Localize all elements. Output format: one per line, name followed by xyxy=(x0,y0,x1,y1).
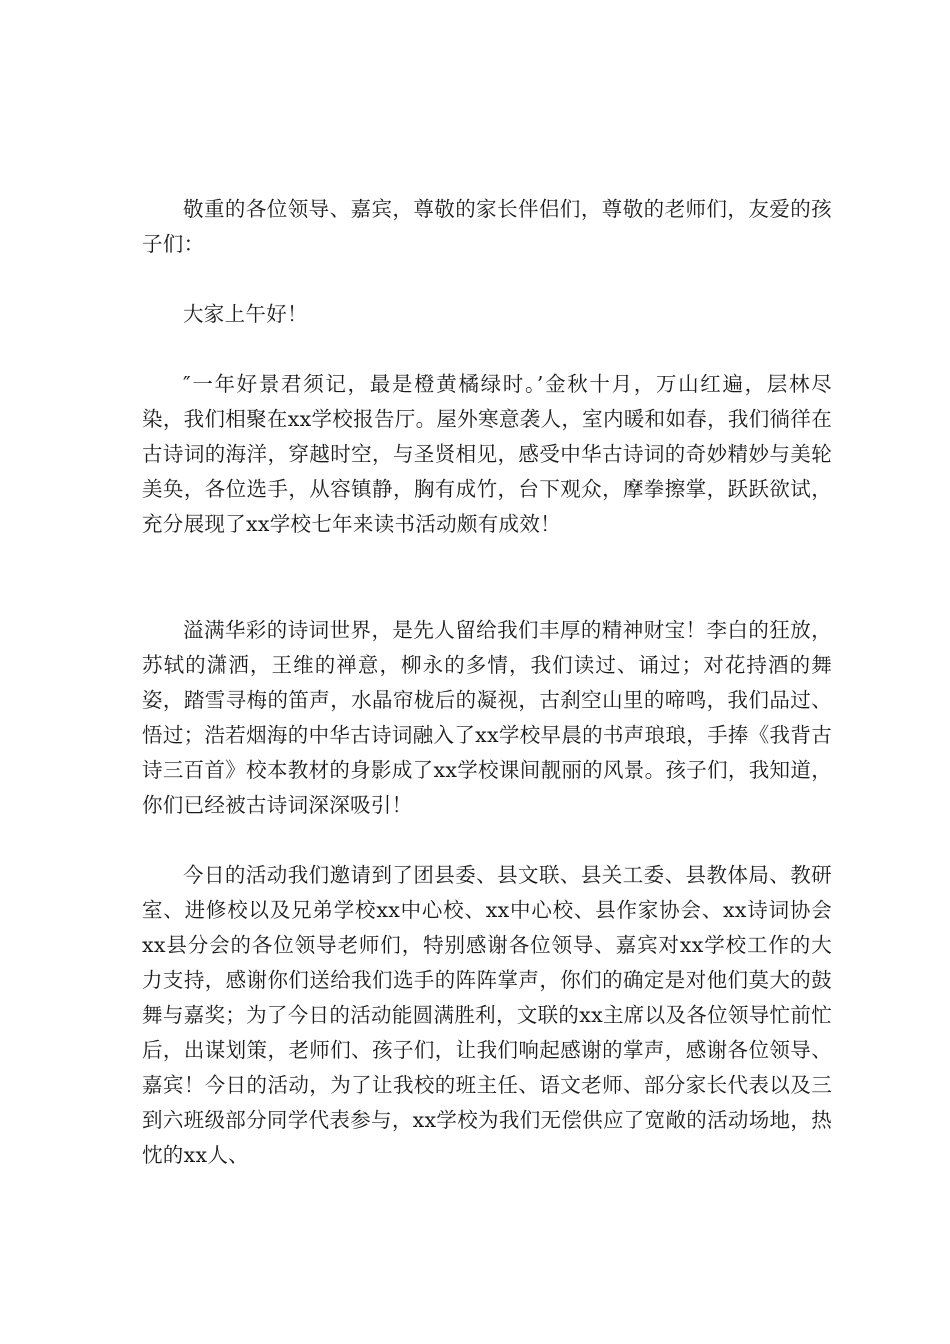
document-body xyxy=(142,192,832,1173)
thanks-paragraph: 今日的活动我们邀请到了团县委、县文联、县关工委、县教体局、教研室、进修校以及兄弟学校xx中心校、xx中心校、县作家协会、xx诗词协会xx县分会的各位领导老师们，特别感谢各位领导、嘉宾对xx学校工作的大力支持，感谢你们送给我们选手的阵阵掌声，你们的确定是对他们莫大的鼓舞与嘉奖；为了今日的活动能圆满胜利，文联的xx主席以及各位领导忙前忙后，出谋划策，老师们、孩子们，让我们响起感谢的掌声，感谢各位领导、嘉宾！今日的活动，为了让我校的班主任、语文老师、部分家长代表以及三到六班级部分同学代表参与，xx学校为我们无偿供应了宽敞的活动场地，热忱的xx人、 xyxy=(142,863,832,1167)
salutation-paragraph: 大家上午好！ xyxy=(183,302,308,326)
opening-paragraph: ″一年好景君须记，最是橙黄橘绿时。’金秋十月，万山红遍，层林尽染，我们相聚在xx学校报告厅。屋外寒意袭人，室内暖和如春，我们徜徉在古诗词的海洋，穿越时空，与圣贤相见，感受中华古诗词的奇妙精妙与美轮美奂，各位选手，从容镇静，胸有成竹，台下观众，摩拳擦掌，跃跃欲试，充分展现了xx学校七年来读书活动颇有成效！ xyxy=(142,372,832,536)
poetry-paragraph: 溢满华彩的诗词世界，是先人留给我们丰厚的精神财宝！李白的狂放，苏轼的潇洒，王维的禅意，柳永的多情，我们读过、诵过；对花持酒的舞姿，踏雪寻梅的笛声，水晶帘栊后的凝视，古刹空山里的啼鸣，我们品过、悟过；浩若烟海的中华古诗词融入了xx学校早晨的书声琅琅，手捧《我背古诗三百首》校本教材的身影成了xx学校课间靓丽的风景。孩子们，我知道，你们已经被古诗词深深吸引！ xyxy=(142,618,832,817)
greeting-paragraph: 敬重的各位领导、嘉宾，尊敬的家长伴侣们，尊敬的老师们，友爱的孩子们： xyxy=(142,197,832,256)
